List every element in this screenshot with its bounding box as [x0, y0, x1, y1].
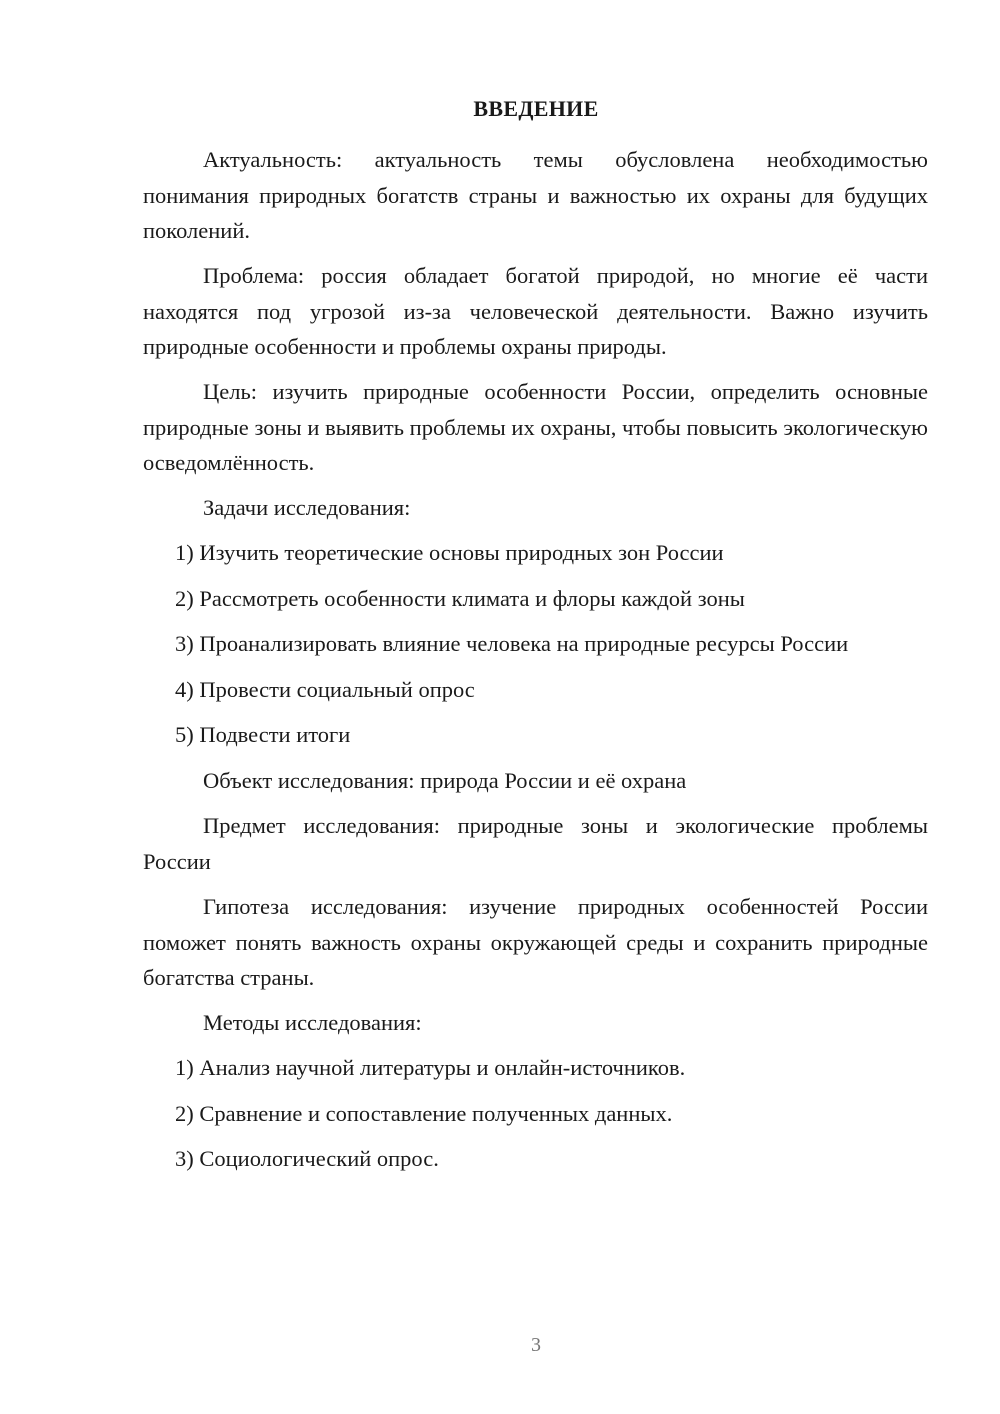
goal-block: [143, 374, 928, 481]
task-item-1-block: [143, 535, 928, 571]
task-item-5-block: [143, 717, 928, 753]
methods-title: Методы исследования:: [203, 1010, 422, 1035]
method-item: 1) Анализ научной литературы и онлайн-источников.: [175, 1055, 686, 1080]
subject-block: [143, 808, 928, 879]
method-item: 3) Социологический опрос.: [175, 1146, 439, 1171]
method-item: 2) Сравнение и сопоставление полученных данных.: [175, 1101, 673, 1126]
task-item-3-block: [143, 626, 928, 662]
tasks-title: Задачи исследования:: [203, 495, 411, 520]
method-item-2-block: [143, 1096, 928, 1132]
problem-block: [143, 258, 928, 365]
task-item: 4) Провести социальный опрос: [175, 677, 475, 702]
object-block: [143, 763, 928, 799]
relevance-paragraph: Актуальность: актуальность темы обусловлена необходимостью понимания природных богатств страны и важностью их охраны для будущих поколений.: [143, 147, 928, 243]
task-item: 5) Подвести итоги: [175, 722, 351, 747]
methods-title-block: [143, 1005, 928, 1041]
object-paragraph: Объект исследования: природа России и её охрана: [203, 768, 687, 793]
task-item-2-block: [143, 581, 928, 617]
goal-paragraph: Цель: изучить природные особенности России, определить основные природные зоны и выявить проблемы их охраны, чтобы повысить экологическую осведомлённость.: [143, 379, 928, 475]
intro-block: [143, 142, 928, 249]
page-number: 3: [531, 1334, 541, 1356]
method-item-1-block: [143, 1050, 928, 1086]
task-item-4-block: [143, 672, 928, 708]
method-item-3-block: [143, 1141, 928, 1177]
page-title: ВВЕДЕНИЕ: [473, 96, 599, 121]
tasks-title-block: [143, 490, 928, 526]
hypothesis-block: [143, 889, 928, 996]
hypothesis-paragraph: Гипотеза исследования: изучение природных особенностей России поможет понять важность охраны окружающей среды и сохранить природные богатства страны.: [143, 894, 928, 990]
problem-paragraph: Проблема: россия обладает богатой природой, но многие её части находятся под угрозой из-за человеческой деятельности. Важно изучить природные особенности и проблемы охраны природы.: [143, 263, 928, 359]
task-item: 2) Рассмотреть особенности климата и флоры каждой зоны: [175, 586, 745, 611]
subject-paragraph: Предмет исследования: природные зоны и экологические проблемы России: [143, 813, 928, 874]
task-item: 1) Изучить теоретические основы природных зон России: [175, 540, 724, 565]
task-item: 3) Проанализировать влияние человека на природные ресурсы России: [175, 631, 849, 656]
